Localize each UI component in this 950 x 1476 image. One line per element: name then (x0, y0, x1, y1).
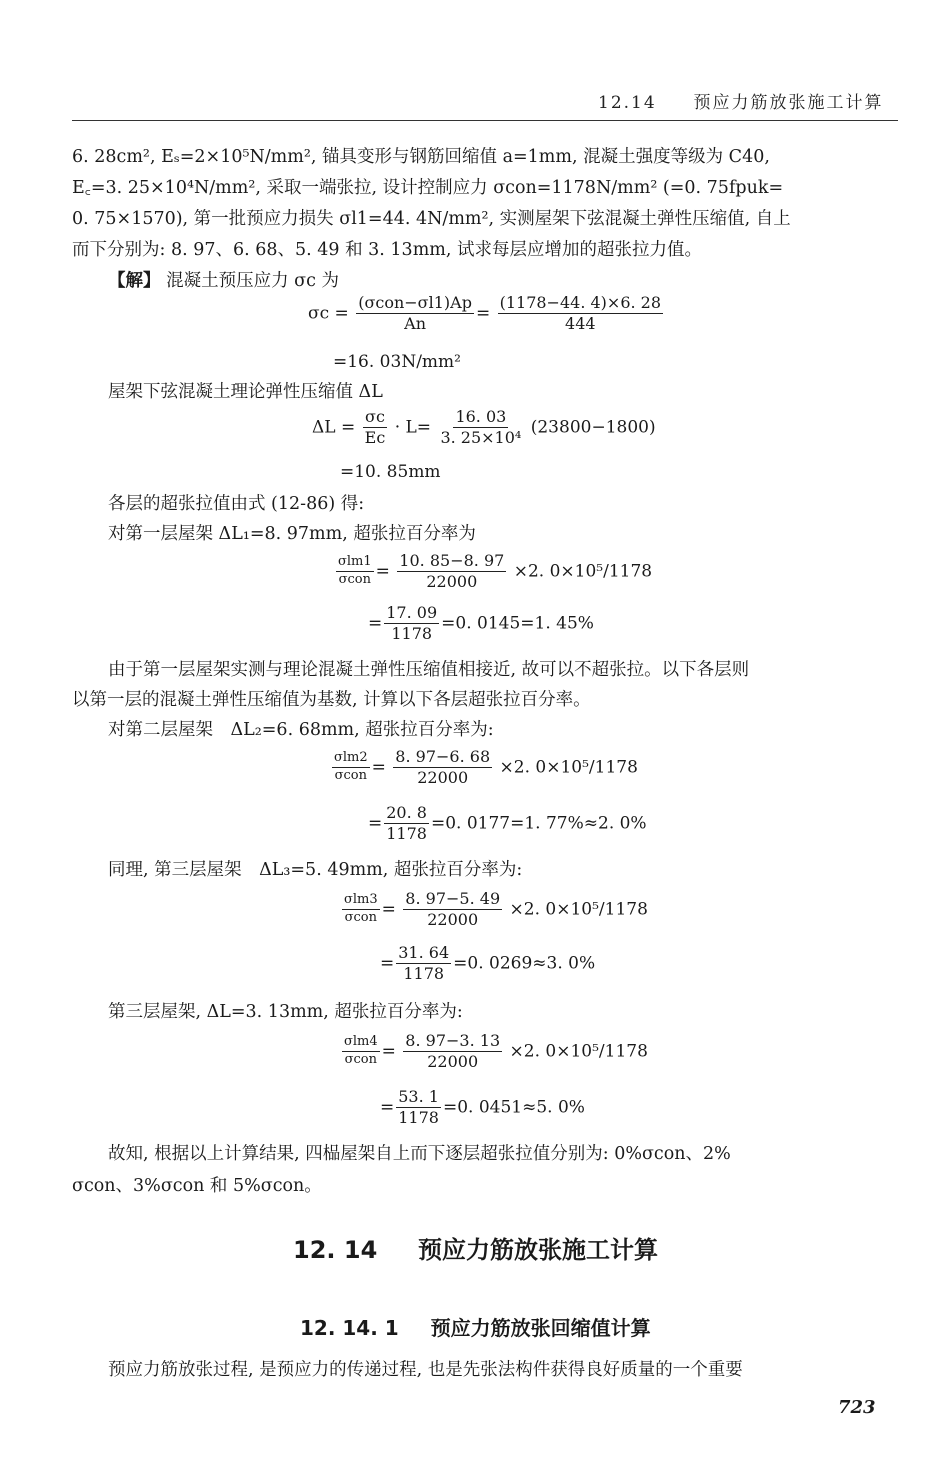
layer3-ratio: $\frac{\text{σlm3}}{\text{σcon}}$ (344, 892, 378, 926)
header-title: 预应力筋放张施工计算 (693, 93, 884, 113)
layer2-result: =0. 0177=1. 77%≈2. 0% (430, 813, 647, 834)
layer3-result-line: = $\frac{31. 64}{1178}$ =0. 0269≈3. 0% (380, 943, 596, 984)
eq2-fraction-2: $\frac{16. 03}{\text{3. 25×10⁴}}$ (440, 407, 522, 448)
conclusion-line2: σcon、3%σcon 和 5%σcon。 (72, 1176, 322, 1196)
section-number: 12. 14 (293, 1236, 378, 1264)
layer1-tail: ×2. 0×10⁵/1178 (513, 561, 653, 582)
eq2-mid: · L= (394, 417, 432, 438)
layer3-equation: $\frac{\text{σlm3}}{\text{σcon}}$ = $\frac{8. 97-5. 49}{22000}$ ×2. 0×10⁵/1178 (344, 889, 648, 930)
para1-line3: 0. 75×1570), 第一批预应力损失 σl1=44. 4N/mm², 实测屋架下弦混凝土弹性压缩值, 自上 (72, 209, 791, 229)
subsection-number: 12. 14. 1 (300, 1316, 399, 1340)
para1-line4: 而下分别为: 8. 97、6. 68、5. 49 和 3. 13mm, 试求每层应增加的超张拉力值。 (72, 240, 703, 260)
eq1-fraction-1: $\frac{\text{(σcon−σl1)Ap}}{An}$ (358, 293, 472, 334)
layer4-fraction: $\frac{8. 97-3. 13}{22000}$ (405, 1031, 501, 1072)
layer3-intro: 同理, 第三层屋架 ΔL₃=5. 49mm, 超张拉百分率为: (108, 860, 523, 880)
layer1-equation: $\frac{\text{σlm1}}{\text{σcon}}$ = $\frac{10. 85-8. 97}{22000}$ ×2. 0×10⁵/1178 (338, 551, 653, 592)
para1-line2: E꜀=3. 25×10⁴N/mm², 采取一端张拉, 设计控制应力 σcon=1178N/mm² (=0. 75fpuk= (72, 178, 784, 198)
equation-sigma-c: σc = $\frac{\text{(σcon−σl1)Ap}}{An}$ = $\frac{(1178-44. 4)\times 6. 28}{444}$ (308, 293, 662, 334)
each-layer-text: 各层的超张拉值由式 (12-86) 得: (108, 494, 365, 514)
eq1-fraction-2: $\frac{(1178-44. 4)\times 6. 28}{444}$ (499, 293, 662, 334)
para3: 预应力筋放张过程, 是预应力的传递过程, 也是先张法构件获得良好质量的一个重要 (108, 1360, 743, 1380)
section-title: 预应力筋放张施工计算 (418, 1236, 658, 1264)
section-heading (293, 1230, 658, 1265)
layer1-fraction: $\frac{10. 85-8. 97}{22000}$ (399, 551, 505, 592)
layer3-tail: ×2. 0×10⁵/1178 (509, 899, 648, 920)
para2-line1: 由于第一层屋架实测与理论混凝土弹性压缩值相接近, 故可以不超张拉。以下各层则 (108, 660, 750, 680)
layer2-ratio: $\frac{\text{σlm2}}{\text{σcon}}$ (334, 750, 368, 784)
subsection-heading (300, 1312, 651, 1341)
equation-deltaL: ΔL = $\frac{\sigma c}{Ec}$ · L= $\frac{16. 03}{\text{3. 25×10⁴}}$ (23800−1800) (312, 407, 656, 448)
header-rule (72, 120, 898, 121)
eq1-result: =16. 03N/mm² (333, 352, 461, 372)
para1-line1: 6. 28cm², Eₛ=2×10⁵N/mm², 锚具变形与钢筋回缩值 a=1mm, 混凝土强度等级为 C40, (72, 147, 770, 167)
layer1-ratio: $\frac{\text{σlm1}}{\text{σcon}}$ (338, 554, 372, 588)
eq2-lhs: ΔL (312, 417, 336, 438)
header-section-number: 12.14 (598, 93, 657, 113)
eq2-tail: (23800−1800) (530, 417, 656, 438)
layer4-fraction-2: $\frac{53. 1}{1178}$ (398, 1087, 439, 1128)
layer1-fraction-2: $\frac{17. 09}{1178}$ (386, 603, 438, 644)
para2-line2: 以第一层的混凝土弹性压缩值为基数, 计算以下各层超张拉百分率。 (72, 690, 591, 710)
layer4-tail: ×2. 0×10⁵/1178 (509, 1041, 648, 1062)
solution-label: 【解】 (108, 271, 161, 291)
layer2-equation: $\frac{\text{σlm2}}{\text{σcon}}$ = $\frac{8. 97-6. 68}{22000}$ ×2. 0×10⁵/1178 (334, 747, 638, 788)
layer4-ratio: $\frac{\text{σlm4}}{\text{σcon}}$ (344, 1034, 378, 1068)
solution-line (108, 267, 339, 295)
solution-intro: 混凝土预压应力 σc 为 (166, 271, 339, 291)
layer1-result: =0. 0145=1. 45% (441, 613, 594, 634)
conclusion-line1: 故知, 根据以上计算结果, 四榀屋架自上而下逐层超张拉值分别为: 0%σcon、2% (108, 1144, 731, 1164)
layer2-fraction-2: $\frac{20. 8}{1178}$ (386, 803, 427, 844)
layer4-result: =0. 0451≈5. 0% (442, 1097, 585, 1118)
layer4-equation: $\frac{\text{σlm4}}{\text{σcon}}$ = $\frac{8. 97-3. 13}{22000}$ ×2. 0×10⁵/1178 (344, 1031, 648, 1072)
layer2-intro: 对第二层屋架 ΔL₂=6. 68mm, 超张拉百分率为: (108, 720, 494, 740)
layer3-fraction: $\frac{8. 97-5. 49}{22000}$ (405, 889, 501, 930)
layer4-intro: 第三层屋架, ΔL=3. 13mm, 超张拉百分率为: (108, 1002, 463, 1022)
eq2-fraction-1: $\frac{\sigma c}{Ec}$ (364, 407, 386, 448)
eq2-result: =10. 85mm (340, 462, 441, 482)
eq1-lhs: σc (308, 303, 330, 324)
running-header (598, 88, 883, 113)
layer4-result-line: = $\frac{53. 1}{1178}$ =0. 0451≈5. 0% (380, 1087, 585, 1128)
layer3-fraction-2: $\frac{31. 64}{1178}$ (398, 943, 450, 984)
subsection-title: 预应力筋放张回缩值计算 (430, 1316, 651, 1340)
deltaL-intro: 屋架下弦混凝土理论弹性压缩值 ΔL (108, 382, 383, 402)
layer3-result: =0. 0269≈3. 0% (453, 953, 596, 974)
layer1-intro: 对第一层屋架 ΔL₁=8. 97mm, 超张拉百分率为 (108, 524, 476, 544)
layer2-result-line: = $\frac{20. 8}{1178}$ =0. 0177=1. 77%≈2. 0% (368, 803, 647, 844)
layer2-fraction: $\frac{8. 97-6. 68}{22000}$ (395, 747, 491, 788)
layer1-result-line: = $\frac{17. 09}{1178}$ =0. 0145=1. 45% (368, 603, 594, 644)
layer2-tail: ×2. 0×10⁵/1178 (499, 757, 638, 778)
page-number: 723 (838, 1397, 876, 1418)
